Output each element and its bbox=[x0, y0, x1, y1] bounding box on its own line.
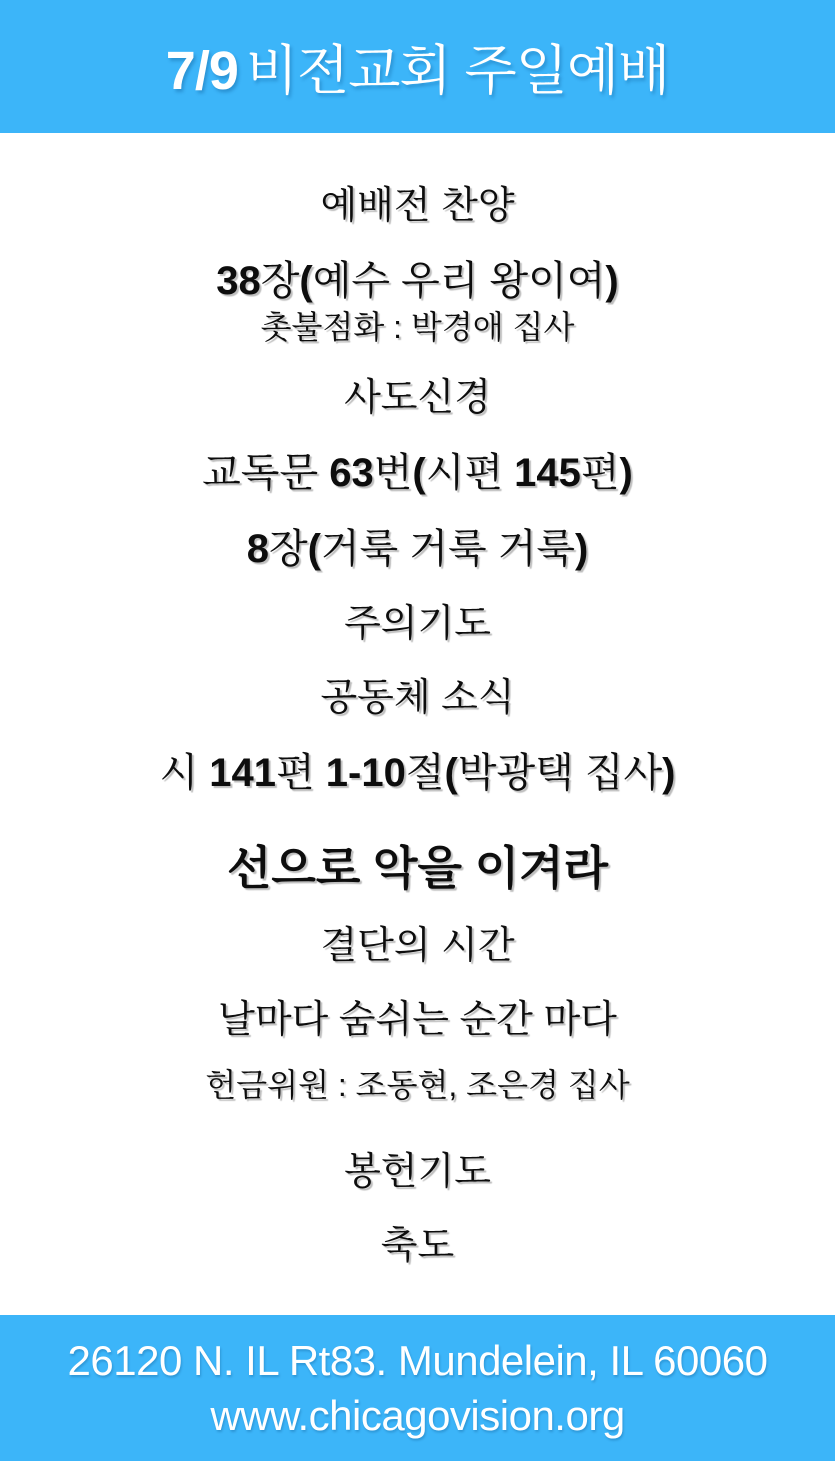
order-item-text: ) bbox=[605, 259, 619, 303]
order-item-text: ( bbox=[412, 451, 426, 495]
order-item-text: 거룩 거룩 거룩 bbox=[320, 527, 575, 571]
order-item-text: 예배전 찬양 bbox=[320, 185, 515, 227]
title-text: 비전교회 주일예배 bbox=[245, 41, 670, 101]
order-item-text: 시 bbox=[159, 751, 210, 795]
order-item-text: 145 bbox=[514, 451, 581, 495]
order-item-text: 봉헌기도 bbox=[344, 1151, 491, 1193]
responsive-reading-63 bbox=[202, 453, 633, 493]
order-item-text: ( bbox=[444, 751, 458, 795]
header-banner bbox=[0, 0, 835, 133]
order-item-text: 헌금위원 : 조동현, 조은경 집사 bbox=[205, 1067, 630, 1103]
pre-service-praise bbox=[320, 187, 514, 225]
order-item-text: ) bbox=[662, 751, 676, 795]
candle-lighting bbox=[261, 311, 575, 343]
order-item-text: ) bbox=[619, 451, 633, 495]
order-item-text: ( bbox=[299, 259, 313, 303]
order-item-text: 축도 bbox=[380, 1225, 455, 1267]
scripture-reading bbox=[160, 753, 676, 793]
order-item-text: 공동체 소식 bbox=[320, 677, 515, 719]
order-item-text: ( bbox=[307, 527, 321, 571]
order-item-text: 8 bbox=[246, 527, 269, 571]
lords-prayer bbox=[344, 605, 491, 643]
order-item-text: 1-10 bbox=[325, 751, 406, 795]
order-item-text: 장 bbox=[268, 527, 308, 571]
sermon-title bbox=[226, 842, 609, 894]
footer-website-link[interactable]: www.chicagovision.org bbox=[210, 1392, 625, 1439]
order-item-text: 편 bbox=[276, 751, 326, 795]
order-item-text: ) bbox=[574, 527, 589, 571]
order-item-text: 141 bbox=[209, 751, 277, 795]
order-item-text: 사도신경 bbox=[344, 377, 491, 419]
order-item-text: 번 bbox=[373, 451, 413, 495]
order-item-text: 예수 우리 왕이여 bbox=[312, 259, 606, 303]
order-item-text: 장 bbox=[260, 259, 300, 303]
footer-address: 26120 N. IL Rt83. Mundelein, IL 60060 bbox=[67, 1336, 768, 1384]
order-item-text: 38 bbox=[216, 259, 261, 303]
order-item-text: 결단의 시간 bbox=[320, 925, 515, 967]
decision-hymn bbox=[218, 1001, 617, 1039]
apostles-creed bbox=[344, 379, 491, 417]
order-item-text: 교독문 bbox=[202, 451, 330, 495]
order-item-text: 박광택 집사 bbox=[457, 751, 663, 795]
opening-hymn-38 bbox=[216, 261, 619, 301]
title-date: 7/9 bbox=[165, 41, 238, 101]
hymn-8 bbox=[247, 529, 589, 569]
offering-prayer bbox=[344, 1153, 491, 1191]
order-item-text: 선으로 악을 이겨라 bbox=[226, 842, 609, 894]
order-item-text: 주의기도 bbox=[344, 603, 491, 645]
order-item-text: 시편 bbox=[425, 451, 515, 495]
decision-time bbox=[320, 927, 514, 965]
offering-committee bbox=[205, 1069, 629, 1101]
order-item-text: 편 bbox=[580, 451, 620, 495]
order-item-text: 63 bbox=[329, 451, 374, 495]
order-item-text: 날마다 숨쉬는 순간 마다 bbox=[218, 999, 617, 1041]
order-item-text: 촛불점화 : 박경애 집사 bbox=[260, 309, 575, 345]
footer-banner bbox=[0, 1315, 835, 1461]
worship-order-list bbox=[0, 133, 835, 1315]
order-item-text: 절 bbox=[405, 751, 445, 795]
benediction bbox=[381, 1227, 454, 1265]
community-news bbox=[320, 679, 514, 717]
page-title bbox=[166, 28, 669, 105]
